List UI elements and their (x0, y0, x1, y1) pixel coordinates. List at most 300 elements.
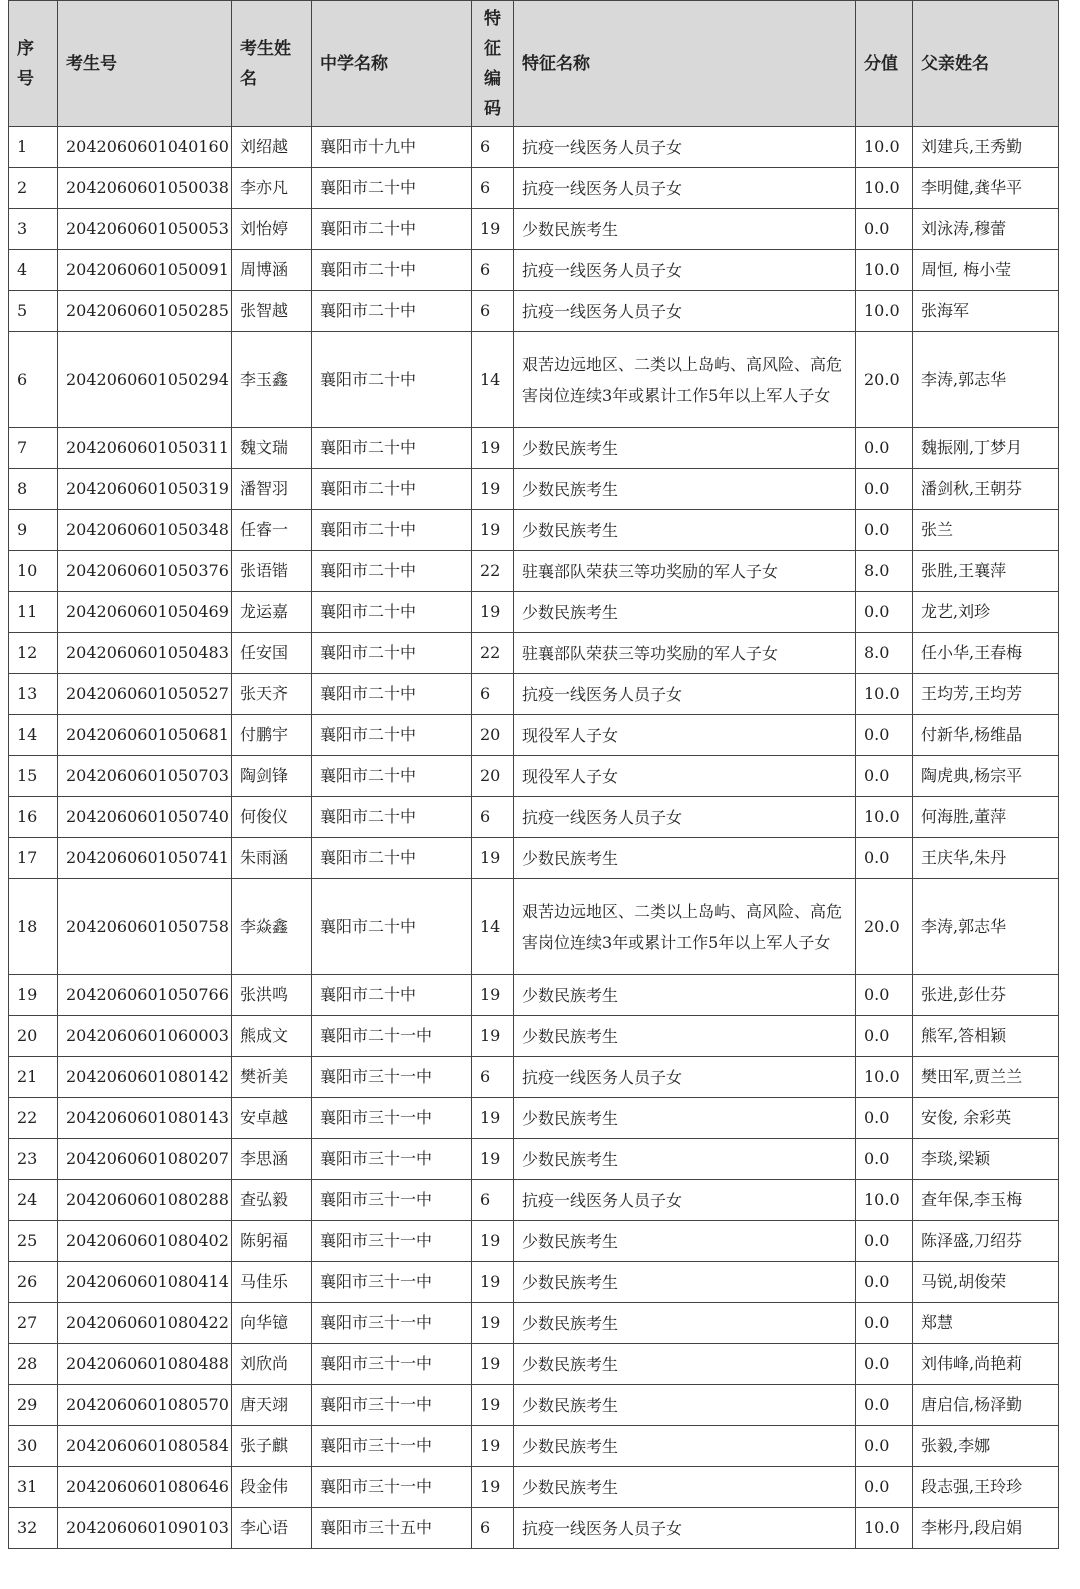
cell-seq: 7 (9, 428, 58, 469)
cell-name: 任睿一 (232, 510, 312, 551)
cell-seq: 4 (9, 250, 58, 291)
cell-school: 襄阳市二十中 (312, 838, 472, 879)
cell-feature: 抗疫一线医务人员子女 (514, 797, 856, 838)
cell-parent: 李明健,龚华平 (913, 168, 1059, 209)
cell-exam-no: 2042060601050311 (58, 428, 232, 469)
cell-name: 熊成文 (232, 1016, 312, 1057)
cell-score: 10.0 (856, 1180, 913, 1221)
cell-name: 张语锴 (232, 551, 312, 592)
cell-parent: 张兰 (913, 510, 1059, 551)
cell-parent: 张进,彭仕芬 (913, 975, 1059, 1016)
cell-school: 襄阳市三十一中 (312, 1344, 472, 1385)
cell-seq: 8 (9, 469, 58, 510)
cell-school: 襄阳市十九中 (312, 127, 472, 168)
cell-name: 潘智羽 (232, 469, 312, 510)
cell-name: 张智越 (232, 291, 312, 332)
cell-exam-no: 2042060601090103 (58, 1508, 232, 1549)
table-row (9, 1508, 1059, 1549)
table-row (9, 1057, 1059, 1098)
cell-feature: 少数民族考生 (514, 975, 856, 1016)
cell-exam-no: 2042060601080402 (58, 1221, 232, 1262)
cell-name: 朱雨涵 (232, 838, 312, 879)
table-row (9, 975, 1059, 1016)
cell-code: 19 (472, 1016, 514, 1057)
cell-exam-no: 2042060601080488 (58, 1344, 232, 1385)
table-header (9, 1, 1059, 127)
cell-seq: 21 (9, 1057, 58, 1098)
cell-name: 段金伟 (232, 1467, 312, 1508)
cell-name: 刘怡婷 (232, 209, 312, 250)
cell-feature: 少数民族考生 (514, 1221, 856, 1262)
cell-score: 10.0 (856, 127, 913, 168)
cell-feature: 艰苦边远地区、二类以上岛屿、高风险、高危害岗位连续3年或累计工作5年以上军人子女 (514, 332, 856, 428)
cell-feature: 抗疫一线医务人员子女 (514, 250, 856, 291)
cell-feature: 抗疫一线医务人员子女 (514, 127, 856, 168)
cell-seq: 2 (9, 168, 58, 209)
cell-code: 19 (472, 1221, 514, 1262)
table-row (9, 469, 1059, 510)
cell-seq: 11 (9, 592, 58, 633)
table-row (9, 250, 1059, 291)
cell-feature: 少数民族考生 (514, 469, 856, 510)
cell-code: 19 (472, 510, 514, 551)
cell-name: 李焱鑫 (232, 879, 312, 975)
cell-seq: 12 (9, 633, 58, 674)
header-exam-no: 考生号 (58, 1, 232, 127)
table-row (9, 1303, 1059, 1344)
cell-feature: 驻襄部队荣获三等功奖励的军人子女 (514, 633, 856, 674)
table-row (9, 168, 1059, 209)
cell-code: 20 (472, 756, 514, 797)
cell-score: 20.0 (856, 879, 913, 975)
cell-parent: 李彬丹,段启娟 (913, 1508, 1059, 1549)
cell-feature: 少数民族考生 (514, 1344, 856, 1385)
table-row (9, 1139, 1059, 1180)
cell-code: 6 (472, 127, 514, 168)
header-seq: 序号 (9, 1, 58, 127)
cell-code: 19 (472, 1467, 514, 1508)
cell-score: 0.0 (856, 592, 913, 633)
cell-code: 19 (472, 838, 514, 879)
cell-feature: 少数民族考生 (514, 209, 856, 250)
cell-exam-no: 2042060601080584 (58, 1426, 232, 1467)
cell-parent: 任小华,王春梅 (913, 633, 1059, 674)
cell-exam-no: 2042060601050038 (58, 168, 232, 209)
cell-seq: 1 (9, 127, 58, 168)
cell-exam-no: 2042060601080143 (58, 1098, 232, 1139)
candidate-table-container (8, 0, 1058, 1549)
cell-parent: 李琰,梁颖 (913, 1139, 1059, 1180)
cell-score: 0.0 (856, 838, 913, 879)
cell-parent: 刘建兵,王秀勤 (913, 127, 1059, 168)
cell-name: 张子麒 (232, 1426, 312, 1467)
table-row (9, 291, 1059, 332)
header-feature: 特征名称 (514, 1, 856, 127)
cell-parent: 魏振刚,丁梦月 (913, 428, 1059, 469)
table-row (9, 428, 1059, 469)
cell-code: 6 (472, 674, 514, 715)
cell-score: 10.0 (856, 250, 913, 291)
cell-feature: 抗疫一线医务人员子女 (514, 1180, 856, 1221)
cell-code: 14 (472, 332, 514, 428)
cell-code: 22 (472, 633, 514, 674)
cell-code: 19 (472, 428, 514, 469)
cell-parent: 何海胜,董萍 (913, 797, 1059, 838)
cell-seq: 31 (9, 1467, 58, 1508)
cell-code: 19 (472, 209, 514, 250)
cell-seq: 26 (9, 1262, 58, 1303)
cell-score: 10.0 (856, 797, 913, 838)
cell-school: 襄阳市三十一中 (312, 1385, 472, 1426)
cell-code: 19 (472, 1385, 514, 1426)
table-row (9, 797, 1059, 838)
table-row (9, 838, 1059, 879)
header-score: 分值 (856, 1, 913, 127)
cell-score: 0.0 (856, 428, 913, 469)
table-row (9, 1262, 1059, 1303)
cell-code: 6 (472, 250, 514, 291)
cell-seq: 9 (9, 510, 58, 551)
cell-name: 张天齐 (232, 674, 312, 715)
cell-score: 0.0 (856, 1385, 913, 1426)
cell-feature: 抗疫一线医务人员子女 (514, 291, 856, 332)
cell-score: 0.0 (856, 209, 913, 250)
cell-parent: 付新华,杨维晶 (913, 715, 1059, 756)
cell-parent: 陶虎典,杨宗平 (913, 756, 1059, 797)
cell-score: 0.0 (856, 1467, 913, 1508)
cell-school: 襄阳市二十中 (312, 715, 472, 756)
cell-name: 刘欣尚 (232, 1344, 312, 1385)
cell-exam-no: 2042060601050091 (58, 250, 232, 291)
cell-code: 6 (472, 291, 514, 332)
cell-feature: 少数民族考生 (514, 838, 856, 879)
cell-name: 周博涵 (232, 250, 312, 291)
cell-seq: 29 (9, 1385, 58, 1426)
cell-parent: 潘剑秋,王朝芬 (913, 469, 1059, 510)
cell-school: 襄阳市三十一中 (312, 1221, 472, 1262)
cell-code: 6 (472, 797, 514, 838)
cell-parent: 李涛,郭志华 (913, 332, 1059, 428)
cell-seq: 5 (9, 291, 58, 332)
header-school: 中学名称 (312, 1, 472, 127)
cell-code: 6 (472, 1180, 514, 1221)
cell-score: 10.0 (856, 674, 913, 715)
cell-school: 襄阳市二十中 (312, 168, 472, 209)
cell-seq: 25 (9, 1221, 58, 1262)
cell-feature: 少数民族考生 (514, 1303, 856, 1344)
cell-school: 襄阳市三十一中 (312, 1303, 472, 1344)
cell-feature: 艰苦边远地区、二类以上岛屿、高风险、高危害岗位连续3年或累计工作5年以上军人子女 (514, 879, 856, 975)
cell-name: 安卓越 (232, 1098, 312, 1139)
cell-school: 襄阳市二十中 (312, 592, 472, 633)
cell-score: 0.0 (856, 1426, 913, 1467)
cell-exam-no: 2042060601080422 (58, 1303, 232, 1344)
cell-score: 0.0 (856, 469, 913, 510)
cell-exam-no: 2042060601050527 (58, 674, 232, 715)
cell-name: 樊祈美 (232, 1057, 312, 1098)
table-row (9, 1467, 1059, 1508)
cell-feature: 少数民族考生 (514, 1016, 856, 1057)
cell-exam-no: 2042060601080288 (58, 1180, 232, 1221)
cell-feature: 抗疫一线医务人员子女 (514, 168, 856, 209)
table-row (9, 1221, 1059, 1262)
table-row (9, 756, 1059, 797)
cell-exam-no: 2042060601080207 (58, 1139, 232, 1180)
cell-exam-no: 2042060601040160 (58, 127, 232, 168)
cell-feature: 少数民族考生 (514, 510, 856, 551)
cell-code: 6 (472, 168, 514, 209)
cell-school: 襄阳市二十中 (312, 510, 472, 551)
cell-feature: 少数民族考生 (514, 1426, 856, 1467)
cell-name: 陶剑锋 (232, 756, 312, 797)
cell-score: 0.0 (856, 1221, 913, 1262)
cell-exam-no: 2042060601080414 (58, 1262, 232, 1303)
cell-seq: 22 (9, 1098, 58, 1139)
table-body (9, 127, 1059, 1549)
cell-seq: 24 (9, 1180, 58, 1221)
cell-code: 19 (472, 975, 514, 1016)
cell-name: 张洪鸣 (232, 975, 312, 1016)
cell-parent: 张胜,王襄萍 (913, 551, 1059, 592)
cell-exam-no: 2042060601050766 (58, 975, 232, 1016)
cell-parent: 查年保,李玉梅 (913, 1180, 1059, 1221)
cell-name: 魏文瑞 (232, 428, 312, 469)
cell-parent: 段志强,王玲珍 (913, 1467, 1059, 1508)
cell-name: 任安国 (232, 633, 312, 674)
cell-seq: 32 (9, 1508, 58, 1549)
table-row (9, 674, 1059, 715)
table-row (9, 1180, 1059, 1221)
cell-name: 向华镱 (232, 1303, 312, 1344)
cell-name: 龙运嘉 (232, 592, 312, 633)
cell-parent: 樊田军,贾兰兰 (913, 1057, 1059, 1098)
cell-score: 10.0 (856, 168, 913, 209)
cell-seq: 30 (9, 1426, 58, 1467)
cell-parent: 郑慧 (913, 1303, 1059, 1344)
cell-school: 襄阳市三十一中 (312, 1098, 472, 1139)
cell-score: 8.0 (856, 551, 913, 592)
cell-seq: 17 (9, 838, 58, 879)
cell-parent: 唐启信,杨泽勤 (913, 1385, 1059, 1426)
cell-seq: 18 (9, 879, 58, 975)
cell-code: 19 (472, 1344, 514, 1385)
cell-seq: 16 (9, 797, 58, 838)
cell-school: 襄阳市二十中 (312, 633, 472, 674)
cell-parent: 龙艺,刘珍 (913, 592, 1059, 633)
cell-name: 唐天翊 (232, 1385, 312, 1426)
cell-school: 襄阳市二十中 (312, 975, 472, 1016)
cell-name: 李亦凡 (232, 168, 312, 209)
cell-name: 付鹏宇 (232, 715, 312, 756)
cell-school: 襄阳市二十中 (312, 551, 472, 592)
cell-school: 襄阳市三十一中 (312, 1180, 472, 1221)
cell-feature: 少数民族考生 (514, 1139, 856, 1180)
cell-feature: 少数民族考生 (514, 428, 856, 469)
cell-feature: 少数民族考生 (514, 1385, 856, 1426)
cell-code: 20 (472, 715, 514, 756)
cell-score: 0.0 (856, 1262, 913, 1303)
cell-feature: 现役军人子女 (514, 715, 856, 756)
cell-score: 0.0 (856, 975, 913, 1016)
cell-score: 10.0 (856, 1057, 913, 1098)
cell-parent: 熊军,答相颖 (913, 1016, 1059, 1057)
cell-parent: 刘泳涛,穆蕾 (913, 209, 1059, 250)
cell-exam-no: 2042060601080646 (58, 1467, 232, 1508)
cell-feature: 驻襄部队荣获三等功奖励的军人子女 (514, 551, 856, 592)
cell-exam-no: 2042060601050285 (58, 291, 232, 332)
cell-seq: 19 (9, 975, 58, 1016)
header-code: 特征编码 (472, 1, 514, 127)
cell-school: 襄阳市二十中 (312, 332, 472, 428)
cell-exam-no: 2042060601080570 (58, 1385, 232, 1426)
cell-school: 襄阳市二十中 (312, 469, 472, 510)
cell-exam-no: 2042060601060003 (58, 1016, 232, 1057)
cell-parent: 王均芳,王均芳 (913, 674, 1059, 715)
cell-seq: 28 (9, 1344, 58, 1385)
cell-score: 0.0 (856, 1139, 913, 1180)
cell-exam-no: 2042060601050483 (58, 633, 232, 674)
cell-exam-no: 2042060601050469 (58, 592, 232, 633)
cell-exam-no: 2042060601050294 (58, 332, 232, 428)
cell-code: 19 (472, 1262, 514, 1303)
cell-school: 襄阳市二十一中 (312, 1016, 472, 1057)
cell-seq: 6 (9, 332, 58, 428)
header-row (9, 1, 1059, 127)
cell-feature: 少数民族考生 (514, 1262, 856, 1303)
cell-code: 19 (472, 592, 514, 633)
cell-feature: 抗疫一线医务人员子女 (514, 674, 856, 715)
cell-seq: 27 (9, 1303, 58, 1344)
cell-exam-no: 2042060601050348 (58, 510, 232, 551)
cell-school: 襄阳市三十五中 (312, 1508, 472, 1549)
table-row (9, 1426, 1059, 1467)
cell-school: 襄阳市二十中 (312, 209, 472, 250)
cell-name: 马佳乐 (232, 1262, 312, 1303)
cell-exam-no: 2042060601080142 (58, 1057, 232, 1098)
cell-parent: 周恒, 梅小莹 (913, 250, 1059, 291)
cell-school: 襄阳市三十一中 (312, 1467, 472, 1508)
cell-name: 陈躬福 (232, 1221, 312, 1262)
header-parent: 父亲姓名 (913, 1, 1059, 127)
cell-score: 0.0 (856, 1016, 913, 1057)
cell-score: 8.0 (856, 633, 913, 674)
cell-parent: 刘伟峰,尚艳莉 (913, 1344, 1059, 1385)
table-row (9, 510, 1059, 551)
cell-name: 何俊仪 (232, 797, 312, 838)
cell-seq: 23 (9, 1139, 58, 1180)
cell-exam-no: 2042060601050703 (58, 756, 232, 797)
cell-score: 0.0 (856, 1344, 913, 1385)
table-row (9, 592, 1059, 633)
cell-score: 0.0 (856, 1303, 913, 1344)
cell-parent: 王庆华,朱丹 (913, 838, 1059, 879)
cell-name: 李思涵 (232, 1139, 312, 1180)
header-name: 考生姓名 (232, 1, 312, 127)
cell-seq: 10 (9, 551, 58, 592)
cell-code: 19 (472, 1303, 514, 1344)
cell-parent: 李涛,郭志华 (913, 879, 1059, 975)
cell-seq: 14 (9, 715, 58, 756)
cell-code: 19 (472, 1098, 514, 1139)
cell-parent: 张海军 (913, 291, 1059, 332)
cell-feature: 少数民族考生 (514, 1467, 856, 1508)
cell-exam-no: 2042060601050758 (58, 879, 232, 975)
cell-school: 襄阳市三十一中 (312, 1139, 472, 1180)
cell-exam-no: 2042060601050376 (58, 551, 232, 592)
cell-score: 20.0 (856, 332, 913, 428)
cell-seq: 13 (9, 674, 58, 715)
table-row (9, 551, 1059, 592)
cell-school: 襄阳市二十中 (312, 291, 472, 332)
cell-code: 6 (472, 1508, 514, 1549)
cell-feature: 现役军人子女 (514, 756, 856, 797)
cell-feature: 抗疫一线医务人员子女 (514, 1508, 856, 1549)
table-row (9, 633, 1059, 674)
cell-score: 0.0 (856, 756, 913, 797)
cell-feature: 少数民族考生 (514, 1098, 856, 1139)
cell-score: 0.0 (856, 1098, 913, 1139)
table-row (9, 879, 1059, 975)
cell-name: 刘绍越 (232, 127, 312, 168)
table-row (9, 715, 1059, 756)
cell-score: 0.0 (856, 510, 913, 551)
cell-exam-no: 2042060601050741 (58, 838, 232, 879)
cell-name: 李玉鑫 (232, 332, 312, 428)
cell-score: 10.0 (856, 1508, 913, 1549)
cell-school: 襄阳市二十中 (312, 428, 472, 469)
table-row (9, 1016, 1059, 1057)
cell-code: 19 (472, 1426, 514, 1467)
table-row (9, 1385, 1059, 1426)
cell-name: 李心语 (232, 1508, 312, 1549)
cell-code: 14 (472, 879, 514, 975)
cell-school: 襄阳市三十一中 (312, 1262, 472, 1303)
cell-code: 22 (472, 551, 514, 592)
cell-name: 查弘毅 (232, 1180, 312, 1221)
cell-exam-no: 2042060601050319 (58, 469, 232, 510)
cell-school: 襄阳市二十中 (312, 797, 472, 838)
cell-code: 6 (472, 1057, 514, 1098)
table-row (9, 127, 1059, 168)
table-row (9, 1098, 1059, 1139)
cell-score: 0.0 (856, 715, 913, 756)
cell-school: 襄阳市三十一中 (312, 1057, 472, 1098)
cell-seq: 20 (9, 1016, 58, 1057)
candidate-table (8, 0, 1059, 1549)
cell-parent: 马锐,胡俊荣 (913, 1262, 1059, 1303)
cell-school: 襄阳市二十中 (312, 756, 472, 797)
cell-code: 19 (472, 469, 514, 510)
cell-code: 19 (472, 1139, 514, 1180)
cell-parent: 张毅,李娜 (913, 1426, 1059, 1467)
cell-school: 襄阳市三十一中 (312, 1426, 472, 1467)
cell-score: 10.0 (856, 291, 913, 332)
cell-exam-no: 2042060601050681 (58, 715, 232, 756)
cell-exam-no: 2042060601050053 (58, 209, 232, 250)
table-row (9, 209, 1059, 250)
cell-parent: 安俊, 余彩英 (913, 1098, 1059, 1139)
cell-feature: 抗疫一线医务人员子女 (514, 1057, 856, 1098)
cell-school: 襄阳市二十中 (312, 879, 472, 975)
cell-seq: 3 (9, 209, 58, 250)
cell-seq: 15 (9, 756, 58, 797)
cell-feature: 少数民族考生 (514, 592, 856, 633)
table-row (9, 332, 1059, 428)
cell-exam-no: 2042060601050740 (58, 797, 232, 838)
cell-parent: 陈泽盛,刀绍芬 (913, 1221, 1059, 1262)
cell-school: 襄阳市二十中 (312, 250, 472, 291)
cell-school: 襄阳市二十中 (312, 674, 472, 715)
